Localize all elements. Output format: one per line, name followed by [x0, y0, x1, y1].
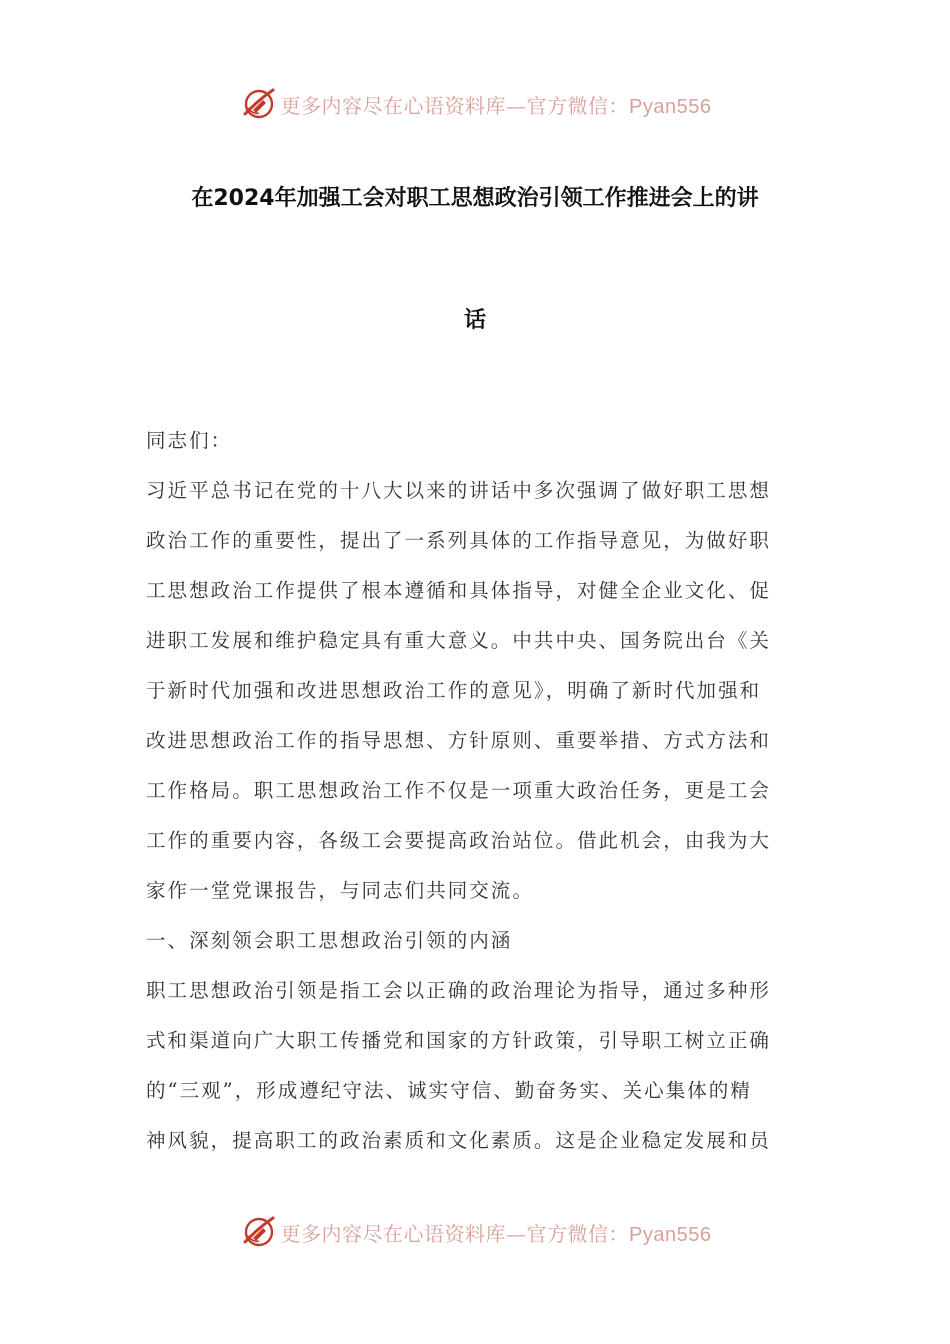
- body-line: 职工思想政治引领是指工会以正确的政治理论为指导，通过多种形: [146, 979, 771, 1002]
- body-line: 改进思想政治工作的指导思想、方针原则、重要举措、方式方法和: [146, 729, 771, 752]
- document-title-line-1: 在2024年加强工会对职工思想政治引领工作推进会上的讲: [191, 186, 759, 211]
- header-watermark-banner: [0, 82, 950, 126]
- document-title-line-2: 话: [463, 308, 486, 333]
- watermark-wechat-id: Pyan556: [629, 1223, 712, 1246]
- watermark-label: 更多内容尽在心语资料库—官方微信：: [280, 93, 630, 118]
- body-line: 政治工作的重要性，提出了一系列具体的工作指导意见，为做好职: [146, 529, 771, 552]
- watermark-label: 更多内容尽在心语资料库—官方微信：: [280, 1221, 630, 1246]
- salutation: 同志们：: [146, 429, 233, 452]
- pen-logo-icon: [239, 1212, 279, 1252]
- document-body: [146, 416, 806, 1166]
- body-line: 进职工发展和维护稳定具有重大意义。中共中央、国务院出台《关: [146, 629, 771, 652]
- body-line: 工思想政治工作提供了根本遵循和具体指导，对健全企业文化、促: [146, 579, 771, 602]
- watermark-text: [281, 1218, 712, 1247]
- body-line: 神风貌，提高职工的政治素质和文化素质。这是企业稳定发展和员: [146, 1129, 771, 1152]
- watermark-text: [281, 90, 712, 119]
- footer-watermark-banner: [0, 1210, 950, 1254]
- body-line: 的“三观”，形成遵纪守法、诚实守信、勤奋务实、关心集体的精: [146, 1079, 752, 1102]
- body-line: 于新时代加强和改进思想政治工作的意见》，明确了新时代加强和: [146, 679, 762, 702]
- section-heading: 一、深刻领会职工思想政治引领的内涵: [146, 929, 513, 952]
- body-line: 工作格局。职工思想政治工作不仅是一项重大政治任务，更是工会: [146, 779, 771, 802]
- pen-logo-icon: [239, 84, 279, 124]
- body-line: 工作的重要内容，各级工会要提高政治站位。借此机会，由我为大: [146, 829, 771, 852]
- body-line: 习近平总书记在党的十八大以来的讲话中多次强调了做好职工思想: [146, 479, 771, 502]
- body-line: 式和渠道向广大职工传播党和国家的方针政策，引导职工树立正确: [146, 1029, 771, 1052]
- watermark-wechat-id: Pyan556: [629, 95, 712, 118]
- body-line: 家作一堂党课报告，与同志们共同交流。: [146, 879, 534, 902]
